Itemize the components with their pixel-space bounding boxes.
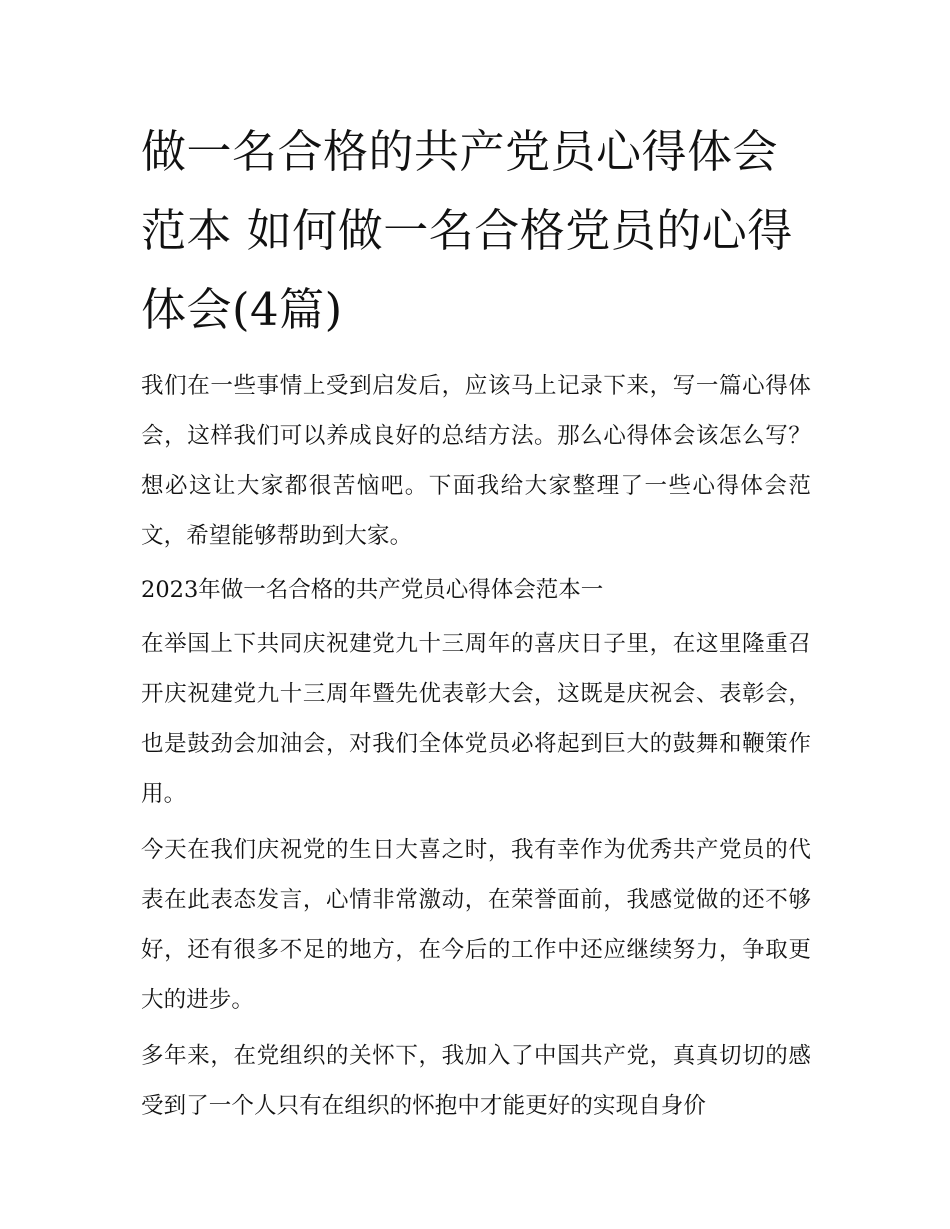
document-body bbox=[141, 112, 811, 1137]
section-heading: 2023年做一名合格的共产党员心得体会范本一 bbox=[141, 577, 604, 603]
body-paragraph: 今天在我们庆祝党的生日大喜之时，我有幸作为优秀共产党员的代表在此表态发言，心情非常激动，在荣誉面前，我感觉做的还不够好，还有很多不足的地方，在今后的工作中还应继续努力，争取更大的进步。 bbox=[141, 837, 811, 1013]
document-title: 做一名合格的共产党员心得体会范本 如何做一名合格党员的心得体会(4篇) bbox=[141, 125, 793, 336]
body-paragraph: 多年来，在党组织的关怀下，我加入了中国共产党，真真切切的感受到了一个人只有在组织的怀抱中才能更好的实现自身价 bbox=[141, 1043, 811, 1119]
intro-paragraph: 我们在一些事情上受到启发后，应该马上记录下来，写一篇心得体会，这样我们可以养成良好的总结方法。那么心得体会该怎么写？想必这让大家都很苦恼吧。下面我给大家整理了一些心得体会范文，希望能够帮助到大家。 bbox=[141, 373, 811, 549]
body-paragraph: 在举国上下共同庆祝建党九十三周年的喜庆日子里，在这里隆重召开庆祝建党九十三周年暨先优表彰大会，这既是庆祝会、表彰会，也是鼓劲会加油会，对我们全体党员必将起到巨大的鼓舞和鞭策作用。 bbox=[141, 631, 811, 807]
